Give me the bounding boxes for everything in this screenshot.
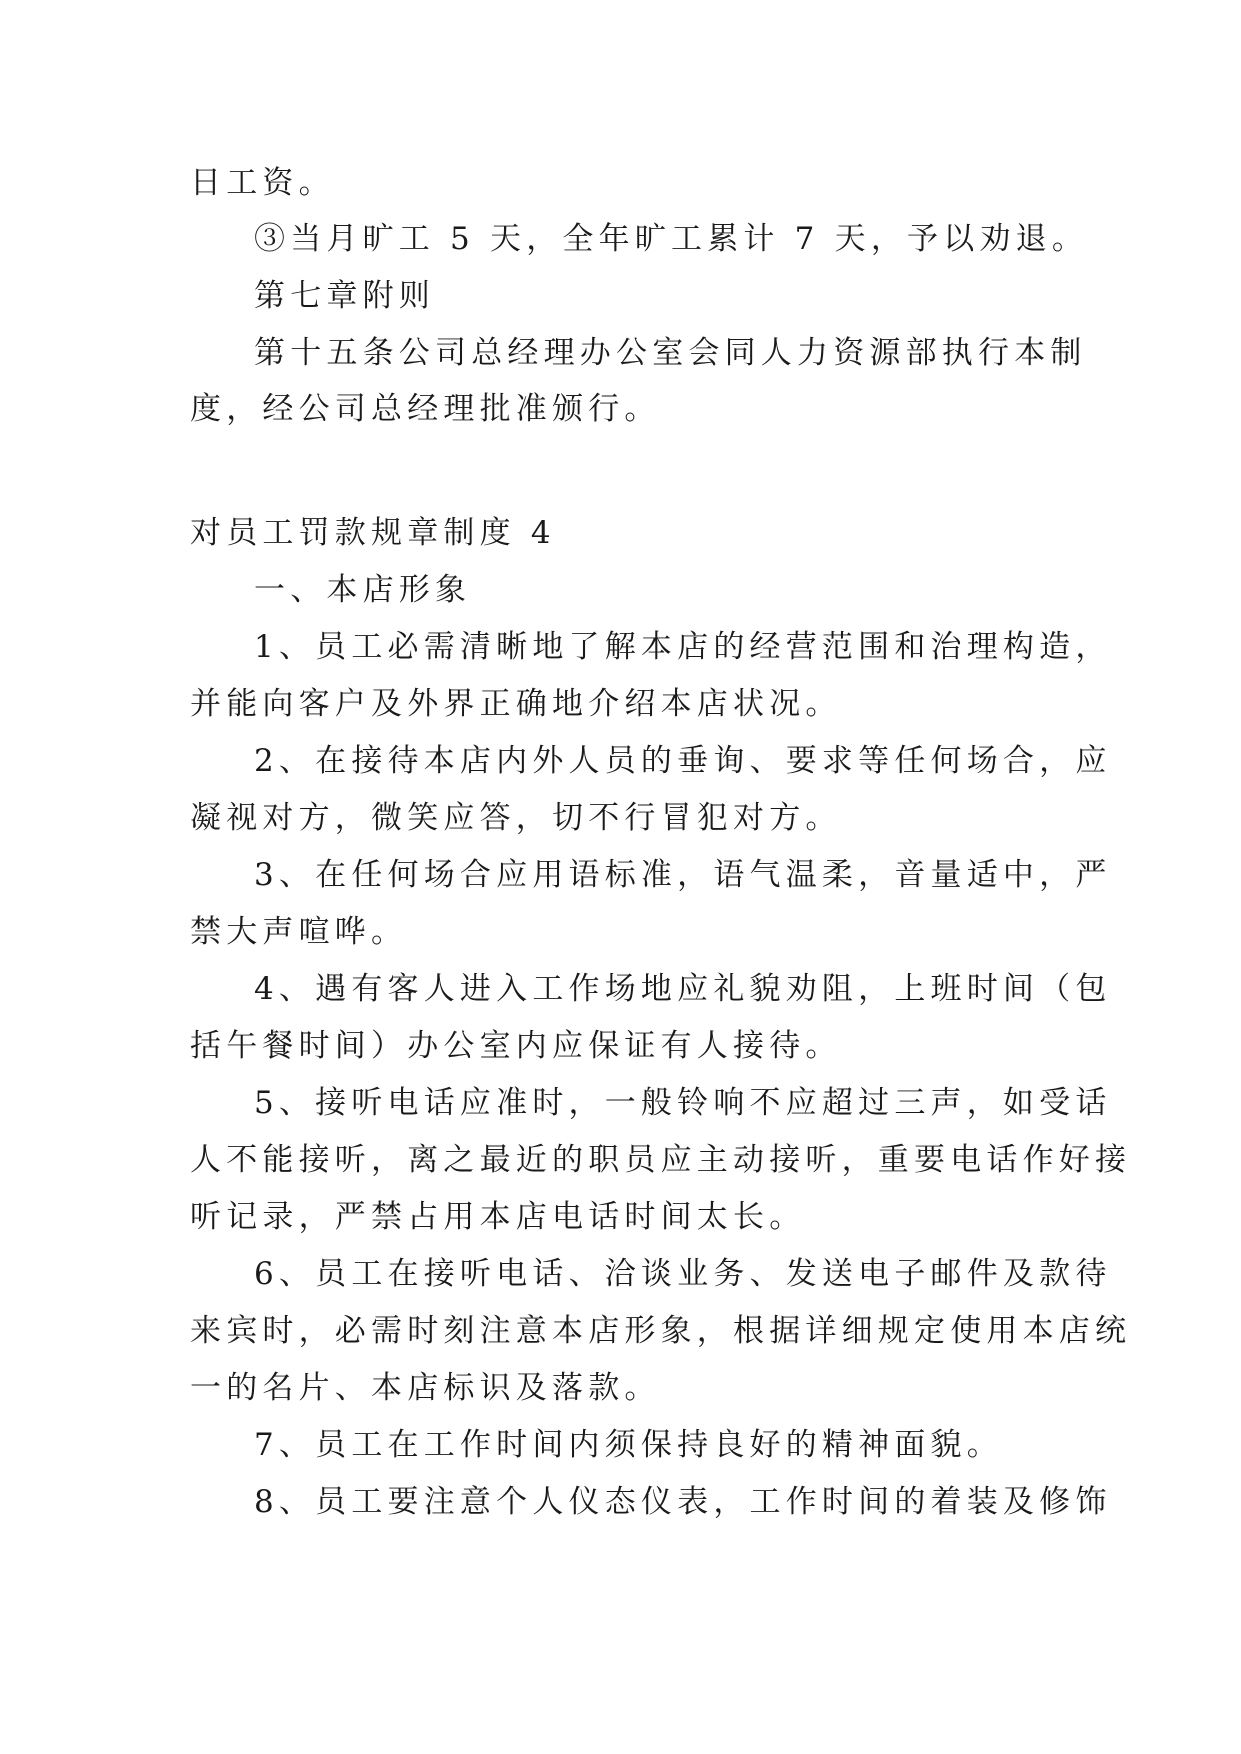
text-line: 来宾时，必需时刻注意本店形象，根据详细规定使用本店统 [190,1313,1132,1349]
document-title: 对员工罚款规章制度 4 [190,515,556,551]
text-line: 禁大声喧哗。 [190,914,408,950]
text-line: 凝视对方，微笑应答，切不行冒犯对方。 [190,800,842,836]
text-line: 3、在任何场合应用语标准，语气温柔，音量适中，严 [254,857,1112,893]
text-line: 日工资。 [190,165,335,201]
text-line: 5、接听电话应准时，一般铃响不应超过三声，如受话 [254,1085,1112,1121]
text-line: 2、在接待本店内外人员的垂询、要求等任何场合，应 [254,743,1112,779]
section-heading: 第七章附则 [254,278,435,314]
text-line: 并能向客户及外界正确地介绍本店状况。 [190,686,842,722]
text-line: 括午餐时间）办公室内应保证有人接待。 [190,1028,842,1064]
text-line: 8、员工要注意个人仪态仪表，工作时间的着装及修饰 [254,1484,1112,1520]
text-line: 第十五条公司总经理办公室会同人力资源部执行本制 [254,335,1087,371]
text-line: 1、员工必需清晰地了解本店的经营范围和治理构造， [254,629,1112,665]
text-line: 度，经公司总经理批准颁行。 [190,391,661,427]
text-line: 一的名片、本店标识及落款。 [190,1370,661,1406]
section-heading: 一、本店形象 [254,572,472,608]
text-line: 4、遇有客人进入工作场地应礼貌劝阻，上班时间（包 [254,971,1112,1007]
text-line: 7、员工在工作时间内须保持良好的精神面貌。 [254,1427,1003,1463]
text-line: 听记录，严禁占用本店电话时间太长。 [190,1199,806,1235]
text-line: ③当月旷工 5 天，全年旷工累计 7 天，予以劝退。 [254,221,1089,257]
text-line: 人不能接听，离之最近的职员应主动接听，重要电话作好接 [190,1142,1132,1178]
text-line: 6、员工在接听电话、洽谈业务、发送电子邮件及款待 [254,1256,1112,1292]
